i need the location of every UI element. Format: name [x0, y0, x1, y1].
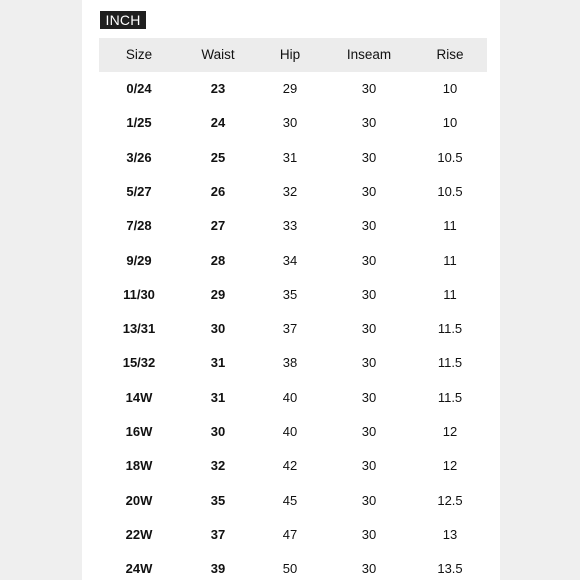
cell-inseam: 30	[361, 252, 377, 268]
cell-hip: 33	[282, 218, 298, 234]
table-row	[99, 81, 487, 97]
cell-size: 1/25	[126, 115, 152, 131]
cell-waist: 32	[210, 458, 226, 474]
table-row	[99, 253, 487, 269]
cell-waist: 28	[210, 252, 226, 268]
cell-rise: 13	[442, 526, 458, 542]
cell-inseam: 30	[361, 424, 377, 439]
cell-inseam: 30	[361, 149, 377, 165]
cell-hip: 37	[282, 321, 298, 337]
cell-inseam: 30	[361, 526, 377, 542]
cell-size: 24W	[125, 561, 153, 577]
cell-size: 15/32	[122, 355, 156, 371]
cell-rise: 12.5	[437, 492, 463, 508]
cell-hip: 29	[282, 81, 298, 96]
cell-rise: 10	[442, 115, 458, 131]
cell-size: 20W	[125, 492, 153, 508]
cell-size: 5/27	[126, 183, 152, 199]
table-row	[99, 424, 487, 440]
header-waist: Waist	[201, 47, 235, 62]
cell-rise: 11	[443, 218, 457, 234]
table-row	[99, 458, 487, 474]
cell-inseam: 30	[361, 389, 377, 405]
cell-rise: 11	[443, 286, 457, 302]
cell-waist: 29	[210, 286, 226, 302]
table-row	[99, 287, 487, 303]
header-rise: Rise	[436, 47, 464, 62]
cell-rise: 11.5	[437, 321, 463, 337]
header-hip: Hip	[279, 47, 301, 62]
header-inseam: Inseam	[346, 47, 392, 62]
cell-waist: 37	[210, 526, 226, 542]
cell-size: 9/29	[126, 252, 152, 268]
cell-waist: 30	[210, 321, 226, 337]
cell-waist: 23	[210, 81, 226, 96]
table-row	[99, 493, 487, 509]
table-row	[99, 218, 487, 234]
cell-hip: 35	[282, 286, 298, 302]
cell-hip: 50	[282, 561, 298, 577]
cell-rise: 11.5	[437, 355, 463, 371]
unit-badge: INCH	[100, 11, 146, 29]
cell-hip: 40	[282, 424, 298, 439]
cell-hip: 42	[282, 458, 298, 474]
cell-size: 0/24	[126, 81, 152, 96]
table-row	[99, 390, 487, 406]
cell-inseam: 30	[361, 286, 377, 302]
cell-rise: 10.5	[437, 183, 463, 199]
cell-size: 13/31	[122, 321, 156, 337]
header-size: Size	[125, 47, 153, 62]
cell-waist: 30	[210, 424, 226, 439]
cell-rise: 10.5	[437, 149, 463, 165]
cell-waist: 39	[210, 561, 226, 577]
cell-size: 3/26	[126, 149, 152, 165]
cell-rise: 11	[443, 252, 457, 268]
cell-hip: 38	[282, 355, 298, 371]
cell-inseam: 30	[361, 218, 377, 234]
cell-size: 7/28	[126, 218, 152, 234]
table-header	[99, 38, 487, 72]
cell-inseam: 30	[361, 492, 377, 508]
table-row	[99, 561, 487, 577]
cell-size: 11/30	[123, 286, 155, 302]
cell-waist: 26	[210, 183, 226, 199]
cell-rise: 11.5	[437, 389, 463, 405]
cell-rise: 13.5	[437, 561, 463, 577]
cell-waist: 27	[210, 218, 226, 234]
cell-waist: 31	[210, 355, 226, 371]
cell-hip: 34	[282, 252, 298, 268]
table-row	[99, 321, 487, 337]
cell-waist: 25	[210, 149, 226, 165]
table-row	[99, 355, 487, 371]
table-row	[99, 115, 487, 131]
table-row	[99, 184, 487, 200]
cell-waist: 24	[210, 115, 226, 131]
cell-size: 22W	[125, 526, 153, 542]
cell-hip: 40	[282, 389, 298, 405]
table-row	[99, 150, 487, 166]
cell-hip: 31	[282, 149, 298, 165]
cell-hip: 32	[282, 183, 298, 199]
cell-waist: 31	[210, 389, 226, 405]
cell-rise: 12	[442, 424, 458, 439]
cell-inseam: 30	[361, 115, 377, 131]
cell-hip: 45	[282, 492, 298, 508]
cell-size: 16W	[125, 424, 153, 439]
cell-inseam: 30	[361, 321, 377, 337]
cell-size: 18W	[125, 458, 153, 474]
cell-rise: 12	[442, 458, 458, 474]
cell-size: 14W	[125, 389, 153, 405]
cell-inseam: 30	[361, 355, 377, 371]
cell-inseam: 30	[361, 458, 377, 474]
cell-hip: 47	[282, 526, 298, 542]
cell-hip: 30	[282, 115, 298, 131]
table-row	[99, 527, 487, 543]
cell-inseam: 30	[361, 183, 377, 199]
cell-waist: 35	[210, 492, 226, 508]
cell-rise: 10	[442, 81, 458, 96]
cell-inseam: 30	[361, 81, 377, 96]
cell-inseam: 30	[361, 561, 377, 577]
